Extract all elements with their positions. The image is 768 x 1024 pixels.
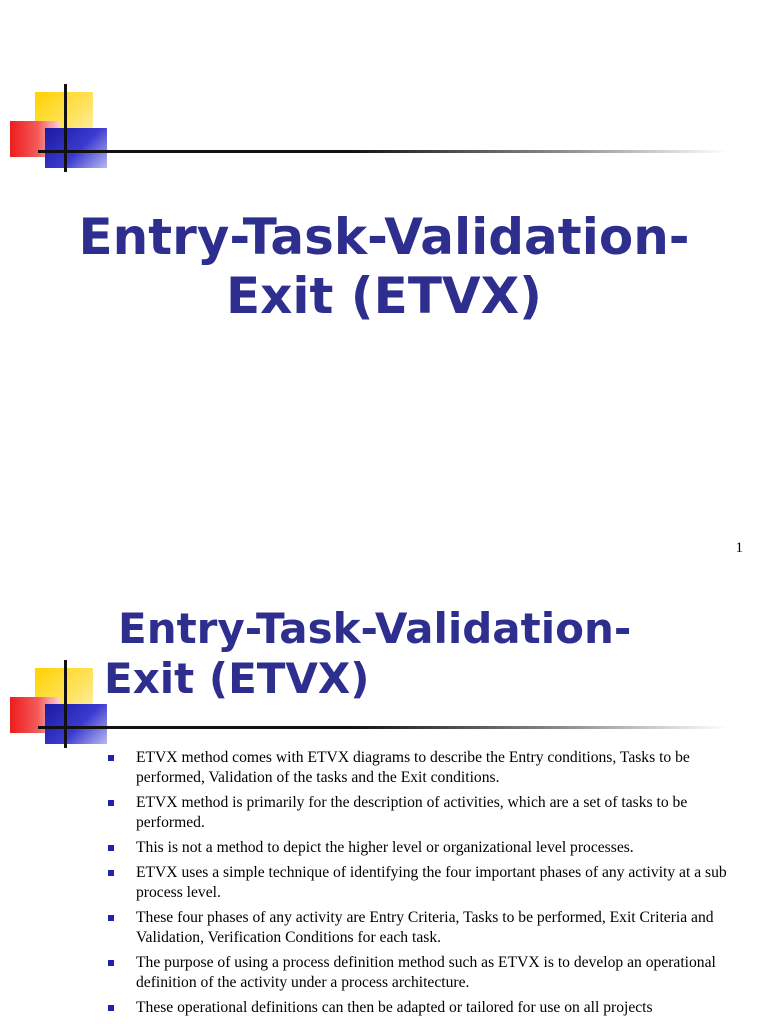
title-rule [38,726,728,729]
bullet-text: ETVX uses a simple technique of identifying the four important phases of any activity at a sub process level. [136,864,727,901]
logo-vertical-line [64,84,67,172]
slide-1-title-line-2: Exit (ETVX) [225,267,543,325]
bullet-item [106,838,746,858]
bullet-text: ETVX method is primarily for the description of activities, which are a set of tasks to be performed. [136,794,688,831]
bullet-list [106,748,746,1023]
slide-1-title [0,208,768,326]
bullet-item [106,953,746,993]
bullet-text: These operational definitions can then be adapted or tailored for use on all projects [136,999,653,1016]
bullet-text: ETVX method comes with ETVX diagrams to describe the Entry conditions, Tasks to be performed, Validation of the tasks and the Exit conditions. [136,749,690,786]
logo-vertical-line [64,660,67,748]
page-number: 1 [735,540,743,556]
square-bullet-icon [108,915,114,921]
slide-2-title [104,604,631,703]
bullet-item [106,863,746,903]
square-bullet-icon [108,960,114,966]
square-bullet-icon [108,1005,114,1011]
logo-blue-square [45,128,107,168]
slide-1-title-line-1: Entry-Task-Validation- [78,208,690,266]
square-bullet-icon [108,800,114,806]
title-rule [38,150,728,153]
square-bullet-icon [108,845,114,851]
square-bullet-icon [108,755,114,761]
bullet-item [106,793,746,833]
square-bullet-icon [108,870,114,876]
logo-blue-square [45,704,107,744]
bullet-item [106,998,746,1018]
bullet-item [106,748,746,788]
bullet-text: These four phases of any activity are Entry Criteria, Tasks to be performed, Exit Criteria and Validation, Verification Conditions for each task. [136,909,714,946]
slide-2-title-line-2: Exit (ETVX) [104,653,370,703]
bullet-text: This is not a method to depict the higher level or organizational level processes. [136,839,634,856]
bullet-text: The purpose of using a process definition method such as ETVX is to develop an operational definition of the activity under a process architecture. [136,954,716,991]
bullet-item [106,908,746,948]
slide-2-title-line-1: Entry-Task-Validation- [118,604,632,653]
